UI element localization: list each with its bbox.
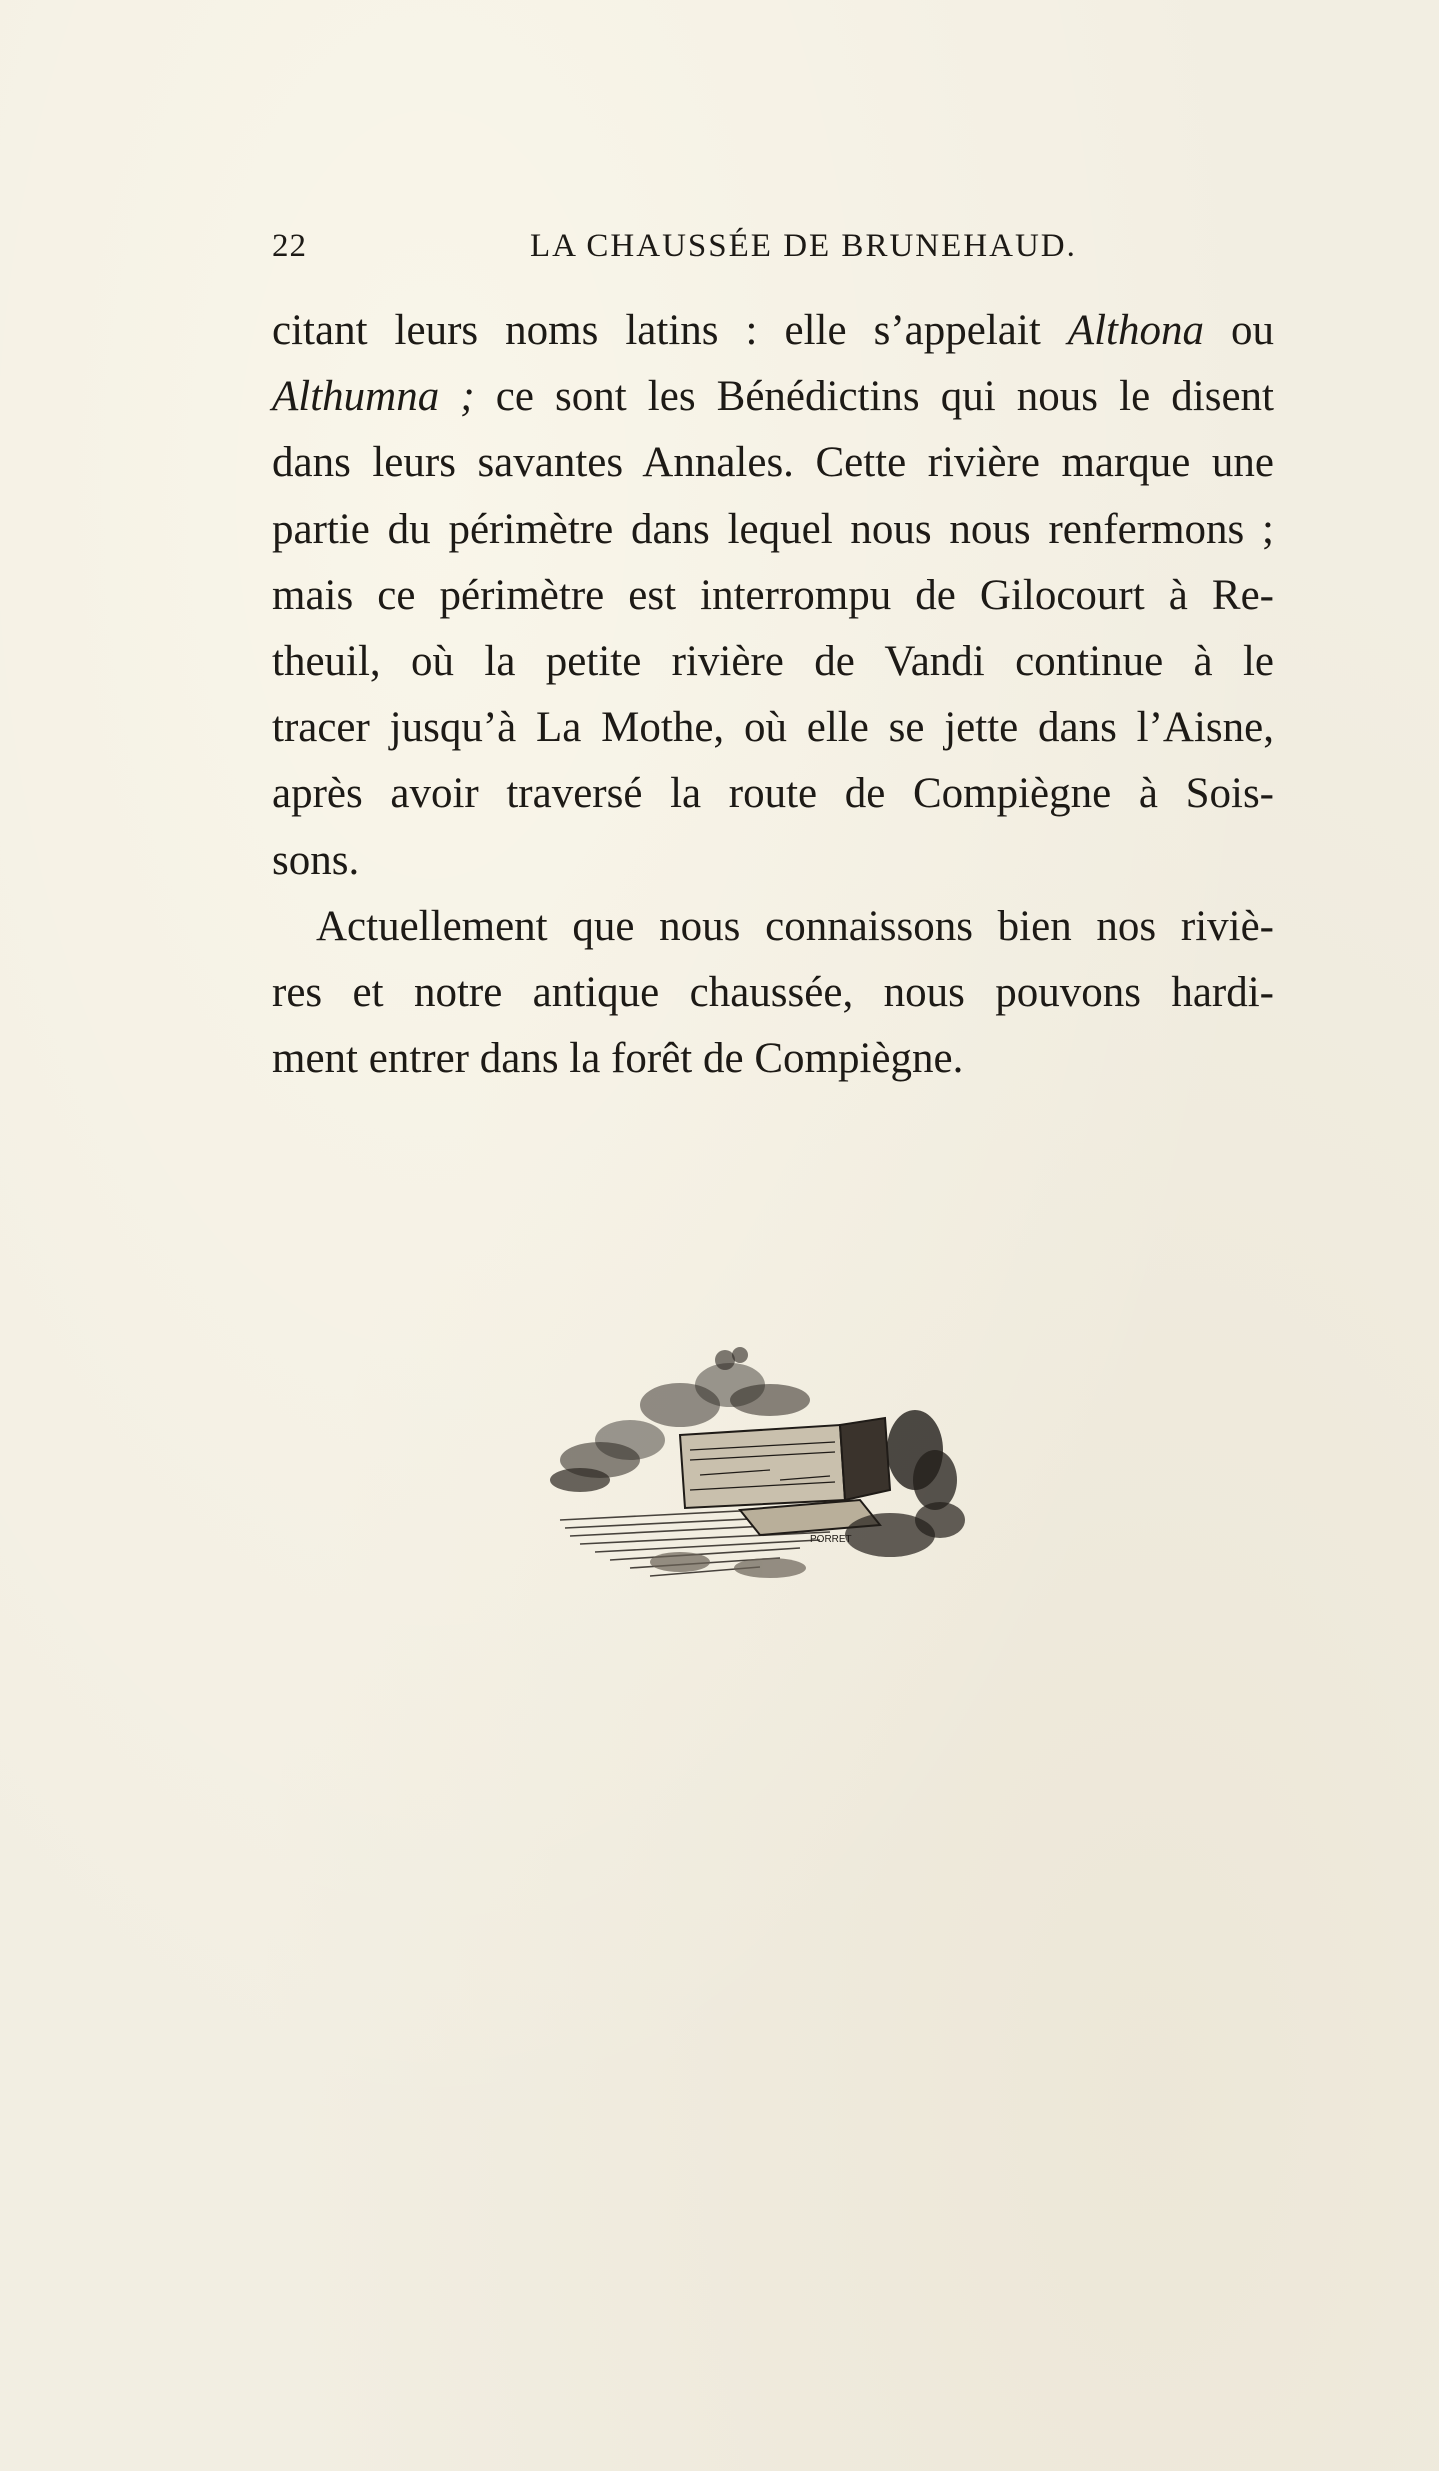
text-line: dans leurs savantes Annales. Cette rivière marque une <box>272 439 1274 487</box>
text-line: tracer jusqu’à La Mothe, où elle se jette dans l’Aisne, <box>272 704 1274 752</box>
text-line: ment entrer dans la forêt de Compiègne. <box>272 1035 964 1083</box>
engraver-signature: PORRET <box>810 1534 852 1545</box>
text-line: Actuellement que nous connaissons bien nos riviè- <box>316 902 1274 950</box>
tailpiece-engraving <box>540 1310 980 1610</box>
running-title: LA CHAUSSÉE DE BRUNEHAUD. <box>530 228 1077 264</box>
page-header <box>272 228 1282 274</box>
text-line: après avoir traversé la route de Compiègne à Sois- <box>272 770 1274 818</box>
page-number: 22 <box>272 228 307 264</box>
latin-name: Althumna ; <box>272 373 475 421</box>
paragraph-2 <box>272 894 1274 1093</box>
text-line: res et notre antique chaussée, nous pouvons hardi- <box>272 968 1274 1016</box>
text-line: Althumna ; ce sont les Bénédictins qui nous le disent <box>272 373 1274 421</box>
body-text <box>272 298 1274 1092</box>
text-line: mais ce périmètre est interrompu de Gilocourt à Re- <box>272 571 1274 619</box>
text-line: theuil, où la petite rivière de Vandi continue à le <box>272 637 1274 685</box>
text-line: sons. <box>272 836 360 884</box>
latin-name: Althona <box>1067 307 1204 354</box>
paragraph-1 <box>272 298 1274 894</box>
text-line: citant leurs noms latins : elle s’appelait Althona ou <box>272 307 1274 354</box>
text-line: partie du périmètre dans lequel nous nous renfermons ; <box>272 505 1274 553</box>
